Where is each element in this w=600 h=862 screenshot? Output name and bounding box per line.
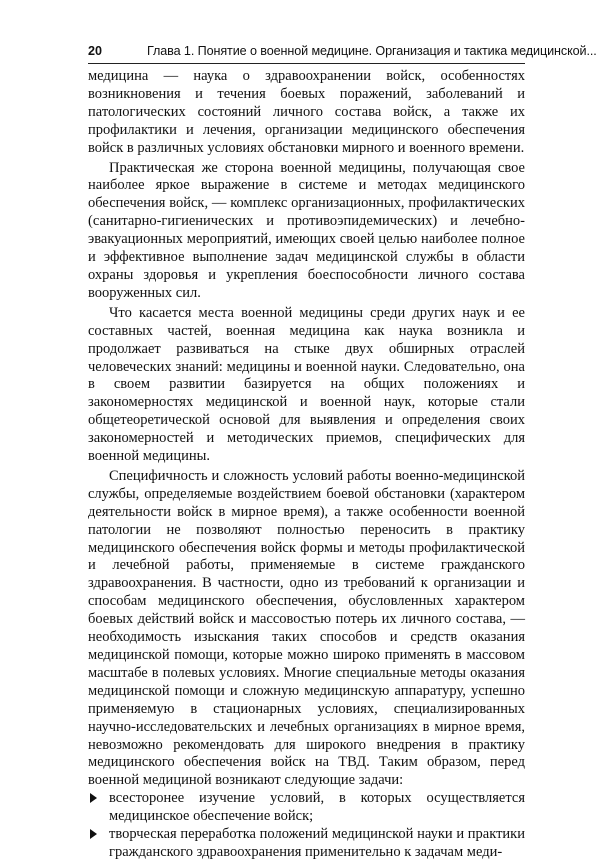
task-list <box>88 790 525 862</box>
list-item-text: всесторонее изучение условий, в которых осуществляется медицинское обеспечение войск; <box>109 790 525 825</box>
page-number: 20 <box>88 44 103 58</box>
list-item <box>88 826 525 862</box>
paragraph: Специфичность и сложность условий работы военно-медицинской службы, определяемые воздействием боевой обстановки (характером деятельности войск в мирное время), а также особенности военной патологии не позволяют полностью переносить в практику медицинского обеспечения войск формы и методы профилактической и лечебной работы, применяемые в системе гражданского здравоохранения. В частности, одно из требований к организации и способам медицинского обеспечения, обусловленных характером боевых действий войск и массовостью потерь их личного состава, — необходимость изыскания таких способов и средств оказания медицинской помощи, которые можно широко применять в массовом масштабе в полевых условиях. Многие специальные методы оказания медицинской помощи и сложную медицинскую аппаратуру, успешно применяемую в стационарных условиях, специализированных научно-исследовательских и лечебных организациях в мирное время, невозможно рекомендовать для широкого внедрения в практику медицинского обеспечения войск на ТВД. Таким образом, перед военной медициной возникают следующие задачи: <box>88 467 525 789</box>
header-rule <box>88 63 525 64</box>
triangle-bullet-icon <box>90 793 97 803</box>
paragraph: медицина — наука о здравоохранении войск, особенностях возникновения и течения боевых поражений, заболеваний и патологических состояний личного состава войск, а также их профилактики и лечения, организации медицинского обеспечения войск в различных условиях обстановки мирного и военного времени. <box>88 68 525 156</box>
body-text <box>88 68 525 862</box>
running-head: Глава 1. Понятие о военной медицине. Организация и тактика медицинской... <box>147 44 597 58</box>
list-item-text: творческая переработка положений медицинской науки и практики гражданского здравоохранения применительно к задачам меди- <box>109 826 525 860</box>
paragraph: Что касается места военной медицины среди других наук и ее составных частей, военная медицина как наука возникла и продолжает развиваться на стыке двух обширных отраслей человеческих знаний: медицины и военной науки. Следовательно, она в своем развитии базируется на общих положениях и закономерностях медицинской и военной наук, которые стали общетеоретической основой для выявления и определения своих закономерностей и методических приемов, специфических для военной медицины. <box>88 304 525 465</box>
triangle-bullet-icon <box>90 829 97 839</box>
paragraph: Практическая же сторона военной медицины, получающая свое наиболее яркое выражение в системе и методах медицинского обеспечения войск, — комплекс организационных, профилактических (санитарно-гигиенических и противоэпидемических) и лечебно-эвакуационных мероприятий, имеющих своей целью наиболее полное и эффективное выполнение задач медицинской службы в области охраны здоровья и укрепления боеспособности личного состава вооруженных сил. <box>88 159 525 301</box>
page-header <box>88 40 597 62</box>
list-item <box>88 790 525 826</box>
